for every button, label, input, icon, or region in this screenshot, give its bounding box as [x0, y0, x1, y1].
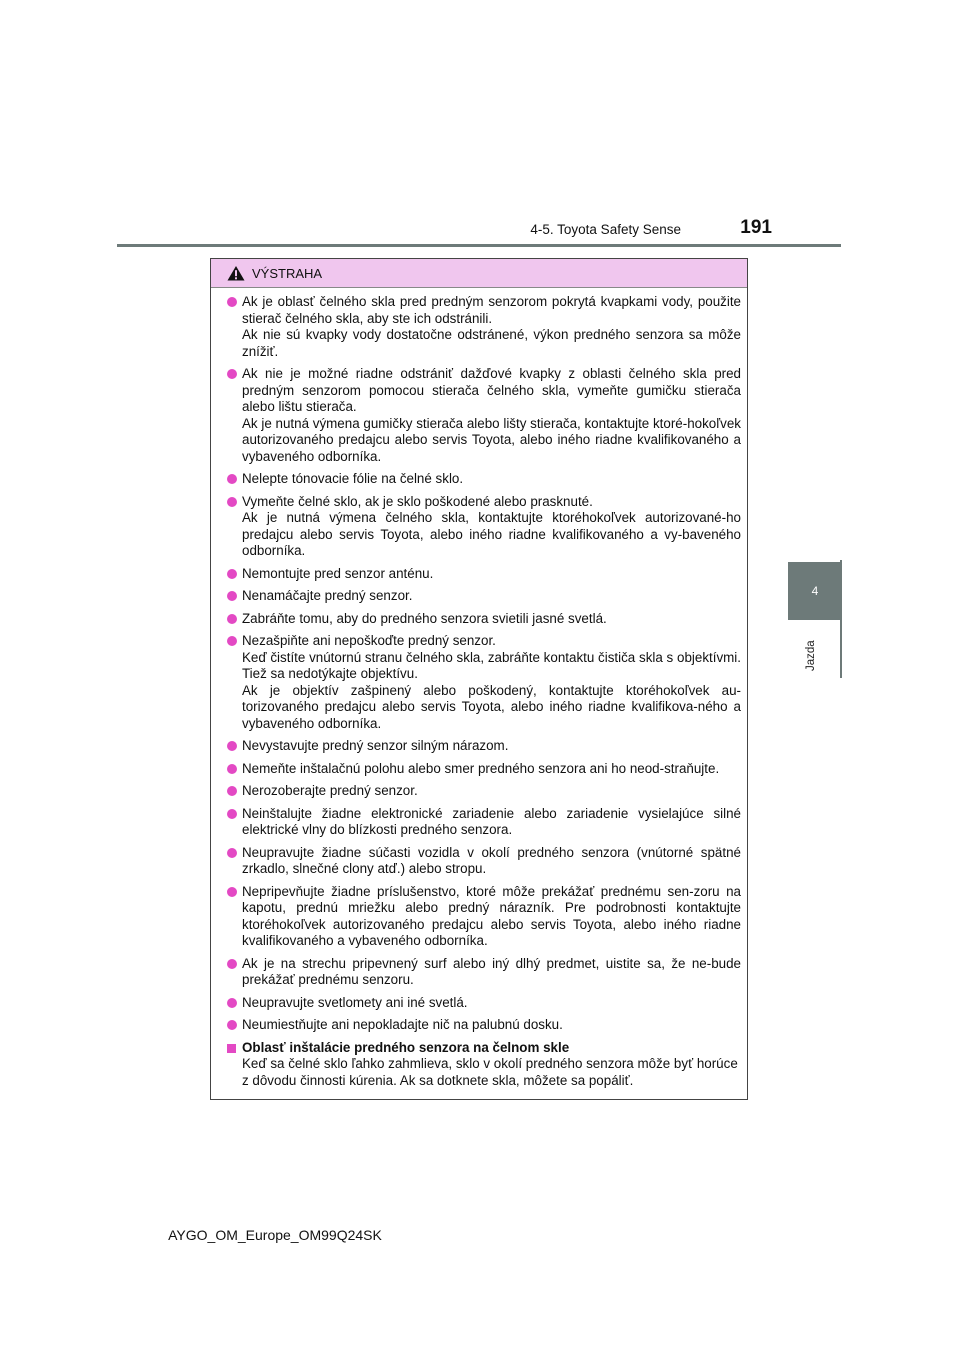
list-item: [227, 566, 741, 583]
list-item: [227, 588, 741, 605]
subsection-title: Oblasť inštalácie predného senzora na čelnom skle: [242, 1039, 570, 1055]
list-item-text: Ak nie sú kvapky vody dostatočne odstránené, výkon predného senzora sa môže znížiť.: [242, 327, 741, 359]
list-item-text: Ak nie je možné riadne odstrániť dažďové kvapky z oblasti čelného skla pred predným senzorom pomocou stierača čelného skla, vymeňte gumičku stierača alebo lištu stierača.: [242, 366, 741, 414]
bullet-icon: [227, 497, 237, 507]
list-item-text: Ak je nutná výmena gumičky stierača alebo lišty stierača, kontaktujte ktoré-hokoľvek autorizovaného predajcu alebo servis Toyota, alebo iného riadne kvalifikovaného a vybaveného odborníka.: [242, 415, 741, 464]
list-item-text: Neupravujte žiadne súčasti vozidla v okolí predného senzora (vnútorné spätné zrkadlo, slnečné clony atď.) alebo stropu.: [242, 844, 741, 876]
bullet-icon: [227, 764, 237, 774]
list-item-text: Neumiestňujte ani nepokladajte nič na palubnú dosku.: [242, 1017, 563, 1032]
bullet-icon: [227, 998, 237, 1008]
bullet-icon: [227, 474, 237, 484]
bullet-icon: [227, 614, 237, 624]
list-item-text: Vymeňte čelné sklo, ak je sklo poškodené alebo prasknuté.: [242, 493, 593, 509]
warning-list: [211, 288, 747, 1034]
list-item: [227, 294, 741, 360]
square-bullet-icon: [227, 1044, 236, 1053]
warning-title: VÝSTRAHA: [252, 265, 323, 281]
list-item-text: Nemeňte inštalačnú polohu alebo smer predného senzora ani ho neod-straňujte.: [242, 760, 720, 776]
list-item: [227, 995, 741, 1012]
bullet-icon: [227, 1020, 237, 1030]
warning-header: [211, 259, 747, 288]
subsection-text: Keď sa čelné sklo ľahko zahmlieva, sklo v okolí predného senzora môže byť horúce z dôvodu činnosti kúrenia. Ak sa dotknete skla, môžete sa popáliť.: [242, 1056, 738, 1088]
warning-box: [210, 258, 748, 1100]
warning-triangle-icon: [227, 265, 245, 281]
list-item-text: Keď čistíte vnútornú stranu čelného skla, zabráňte kontaktu čističa skla s objektívmi. Tiež sa nedotýkajte objektívu.: [242, 649, 741, 681]
list-item: [227, 494, 741, 560]
list-item-text: Nezašpiňte ani nepoškoďte predný senzor.: [242, 633, 496, 648]
list-item: [227, 611, 741, 628]
list-item: [227, 884, 741, 950]
document-code: AYGO_OM_Europe_OM99Q24SK: [168, 1227, 382, 1243]
list-item-text: Neupravujte svetlomety ani iné svetlá.: [242, 994, 468, 1010]
list-item: [227, 471, 741, 488]
subsection: [227, 1040, 741, 1090]
list-item-text: Nelepte tónovacie fólie na čelné sklo.: [242, 471, 464, 486]
list-item-text: Zabráňte tomu, aby do predného senzora svietili jasné svetlá.: [242, 610, 607, 626]
bullet-icon: [227, 887, 237, 897]
chapter-label: Jazda: [805, 640, 817, 672]
list-item-text: Nevystavujte predný senzor silným nárazom.: [242, 738, 509, 753]
header-divider: [117, 244, 841, 247]
bullet-icon: [227, 369, 237, 379]
list-item: [227, 956, 741, 989]
list-item: [227, 761, 741, 778]
list-item-text: Ak je oblasť čelného skla pred predným senzorom pokrytá kvapkami vody, použite stierač čelného skla, aby ste ich odstránili.: [242, 294, 741, 326]
bullet-icon: [227, 591, 237, 601]
chapter-tab[interactable]: [788, 562, 842, 620]
list-item: [227, 1017, 741, 1034]
list-item-text: Ak je objektív zašpinený alebo poškodený, kontaktujte ktoréhokoľvek au-torizovaného predajcu alebo servis Toyota, alebo iného riadne kvalifikova-ného a vybaveného odborníka.: [242, 682, 741, 731]
bullet-icon: [227, 848, 237, 858]
list-item-text: Neinštalujte žiadne elektronické zariadenie alebo zariadenie vysielajúce silné elektrické vlny do blízkosti predného senzora.: [242, 805, 741, 837]
bullet-icon: [227, 636, 237, 646]
list-item-text: Nerozoberajte predný senzor.: [242, 783, 418, 798]
chapter-number: 4: [811, 584, 819, 598]
bullet-icon: [227, 297, 237, 307]
bullet-icon: [227, 741, 237, 751]
bullet-icon: [227, 569, 237, 579]
list-item: [227, 633, 741, 732]
list-item: [227, 783, 741, 800]
page-number: 191: [740, 217, 772, 238]
bullet-icon: [227, 786, 237, 796]
list-item-text: Nenamáčajte predný senzor.: [242, 588, 413, 603]
list-item-text: Ak je na strechu pripevnený surf alebo iný dlhý predmet, uistite sa, že ne-bude prekážať prednému senzoru.: [242, 955, 741, 987]
list-item-text: Nemontujte pred senzor anténu.: [242, 565, 434, 581]
list-item: [227, 845, 741, 878]
list-item: [227, 806, 741, 839]
list-item: [227, 738, 741, 755]
bullet-icon: [227, 809, 237, 819]
bullet-icon: [227, 959, 237, 969]
list-item: [227, 366, 741, 465]
list-item-text: Nepripevňujte žiadne príslušenstvo, ktoré môže prekážať prednému sen-zoru na kapotu, prednú mriežku alebo predný nárazník. Pre podrobnosti kontaktujte ktoréhokoľvek autorizovaného predajcu alebo servis Toyota, alebo iného riadne kvalifikovaného a vybaveného odborníka.: [242, 883, 741, 948]
list-item-text: Ak je nutná výmena čelného skla, kontaktujte ktoréhokoľvek autorizované-ho predajcu alebo servis Toyota, alebo iného riadne kvalifikovaného a vy-baveného odborníka.: [242, 510, 741, 558]
section-title: 4-5. Toyota Safety Sense: [530, 222, 681, 237]
